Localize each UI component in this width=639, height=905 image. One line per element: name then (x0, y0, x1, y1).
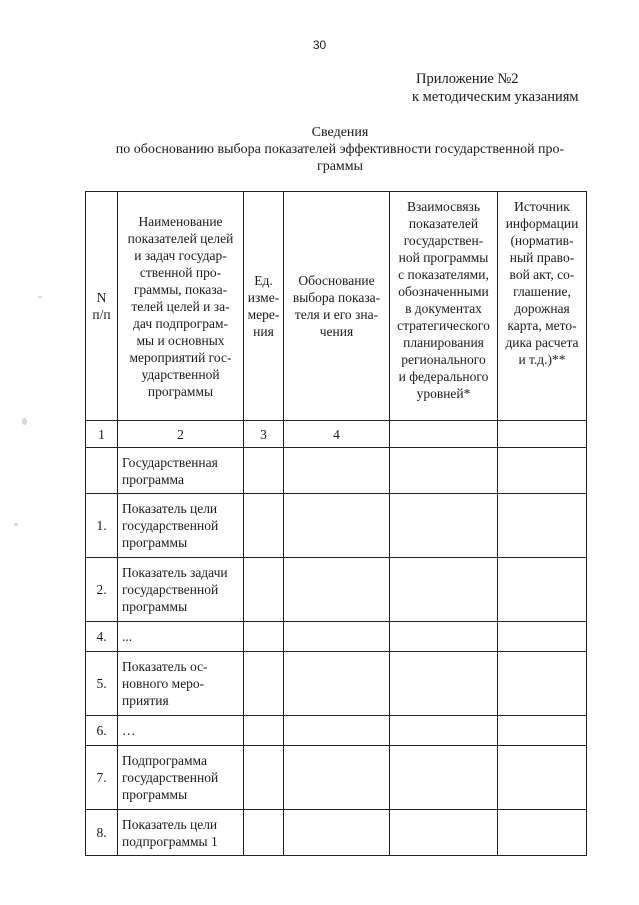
scan-mark (22, 418, 27, 425)
empty-cell (390, 810, 498, 856)
empty-cell (284, 652, 390, 716)
indicator-name-line: государственной (122, 582, 219, 597)
empty-cell (498, 448, 587, 494)
heading-line-3: граммы (316, 159, 364, 174)
appendix-line-1: Приложение №2 (416, 71, 519, 87)
row-indicator-name (118, 558, 244, 622)
empty-cell (390, 448, 498, 494)
empty-cell (284, 810, 390, 856)
appendix-label (412, 70, 579, 106)
header-text-line: уровней* (416, 386, 471, 401)
indicator-name-line: государственной (122, 518, 219, 533)
header-text-line: ния (253, 324, 274, 339)
indicator-name-line: программа (122, 471, 184, 487)
row-indicator-name (118, 716, 244, 746)
heading-line-1: Сведения (311, 125, 369, 140)
header-text-line: теля и его зна- (294, 307, 379, 322)
empty-cell (498, 810, 587, 856)
header-text-line: Источник (514, 199, 570, 214)
empty-cell (244, 746, 284, 810)
empty-cell (390, 746, 498, 810)
table-row (86, 716, 587, 746)
empty-cell (498, 494, 587, 558)
header-text-line: ный право- (509, 250, 575, 265)
empty-cell (498, 746, 587, 810)
header-text-line: Ед. (254, 273, 273, 288)
header-text-line: граммы, показа- (133, 281, 228, 297)
header-text-line: обозначенными (398, 284, 489, 299)
header-text-line: программы (147, 383, 214, 399)
header-text-line: показателей целей (127, 230, 234, 246)
document-heading (40, 124, 639, 175)
table-row (86, 652, 587, 716)
row-indicator-name (118, 622, 244, 652)
indicator-name-line: Показатель цели (122, 816, 218, 832)
row-indicator-name (118, 652, 244, 716)
header-text-line: выбора показа- (292, 290, 381, 305)
row-indicator-name (118, 494, 244, 558)
empty-cell (498, 716, 587, 746)
header-text-line: мере- (247, 307, 280, 322)
empty-cell (498, 558, 587, 622)
header-text-line: Обоснование (298, 273, 375, 288)
header-cell (118, 192, 244, 421)
table-row (86, 810, 587, 856)
empty-cell (244, 716, 284, 746)
header-text-line: Наименование (138, 213, 223, 229)
column-number: 2 (118, 421, 244, 448)
header-row (86, 192, 587, 421)
header-text-line: телей целей и за- (131, 298, 230, 314)
heading-line-2: по обоснованию выбора показателей эффективности государственной про- (115, 142, 565, 157)
row-number: 5. (86, 652, 118, 716)
header-text-line: ственной про- (139, 264, 222, 280)
header-text-line: и т.д.)** (518, 352, 566, 367)
table-row (86, 494, 587, 558)
empty-cell (284, 746, 390, 810)
table-body (86, 421, 587, 856)
indicator-name-line: новного меро- (122, 676, 205, 691)
indicator-name-line: Подпрограмма (122, 753, 207, 768)
indicator-name-line: программы (122, 599, 188, 614)
row-indicator-name (118, 448, 244, 494)
header-text-line: п/п (92, 307, 111, 322)
table-row (86, 746, 587, 810)
empty-cell (244, 494, 284, 558)
header-text-line: (норматив- (510, 233, 574, 248)
table-row (86, 558, 587, 622)
header-text-line: вой акт, со- (509, 267, 575, 282)
indicator-name-line: программы (122, 535, 188, 550)
empty-cell (284, 716, 390, 746)
indicator-name-line: государственной (122, 770, 219, 785)
header-text-line: Взаимосвязь (406, 199, 481, 214)
header-cell (86, 192, 118, 421)
header-text-line: изме- (247, 290, 280, 305)
header-text-line: ной программы (398, 250, 489, 265)
header-text-line: карта, мето- (507, 318, 577, 333)
indicator-name-line: программы (122, 787, 188, 802)
empty-cell (284, 622, 390, 652)
column-number: 4 (284, 421, 390, 448)
header-text-line: и задач государ- (134, 247, 227, 263)
column-number: 1 (86, 421, 118, 448)
header-text-line: глашение, (513, 284, 571, 299)
empty-cell (390, 716, 498, 746)
row-number: 8. (86, 810, 118, 856)
table-row (86, 448, 587, 494)
indicators-table (85, 191, 587, 856)
row-number (86, 448, 118, 494)
table-row (86, 622, 587, 652)
header-text-line: показателей (408, 216, 479, 231)
header-text-line: с показателями, (398, 267, 489, 282)
header-text-line: регионального (401, 352, 486, 367)
header-text-line: мы и основных (136, 332, 225, 348)
empty-cell (284, 494, 390, 558)
header-cell (284, 192, 390, 421)
header-text-line: в документах (405, 301, 482, 316)
header-text-line: планирования (403, 335, 484, 350)
indicator-name-line: приятия (122, 693, 169, 708)
header-text-line: стратегического (397, 318, 490, 333)
scan-mark (14, 523, 18, 526)
indicator-name-line: подпрограммы 1 (122, 833, 218, 849)
indicator-name-line: Государственная (122, 454, 218, 470)
indicator-name-line: Показатель цели (122, 501, 218, 516)
empty-cell (498, 652, 587, 716)
header-cell (498, 192, 587, 421)
row-indicator-name (118, 746, 244, 810)
empty-cell (390, 558, 498, 622)
column-number (390, 421, 498, 448)
indicator-name-line: Показатель ос- (122, 659, 208, 674)
empty-cell (244, 622, 284, 652)
header-text-line: информации (505, 216, 579, 231)
empty-cell (284, 558, 390, 622)
row-number: 1. (86, 494, 118, 558)
empty-cell (244, 558, 284, 622)
row-number: 4. (86, 622, 118, 652)
empty-cell (390, 494, 498, 558)
row-number: 2. (86, 558, 118, 622)
column-number (498, 421, 587, 448)
header-text-line: дика расчета (505, 335, 579, 350)
empty-cell (244, 652, 284, 716)
column-number: 3 (244, 421, 284, 448)
scan-mark (38, 296, 42, 298)
header-text-line: дорожная (514, 301, 570, 316)
row-indicator-name (118, 810, 244, 856)
row-number: 7. (86, 746, 118, 810)
header-text-line: чения (319, 324, 354, 339)
indicator-name-line: ... (122, 629, 133, 644)
empty-cell (244, 810, 284, 856)
header-text-line: дач подпрограм- (133, 315, 228, 331)
indicator-name-line: … (122, 723, 136, 738)
header-text-line: государствен- (403, 233, 484, 248)
header-text-line: мероприятий гос- (129, 349, 232, 365)
empty-cell (390, 652, 498, 716)
appendix-line-2: к методическим указаниям (412, 89, 579, 105)
empty-cell (390, 622, 498, 652)
header-cell (390, 192, 498, 421)
row-number: 6. (86, 716, 118, 746)
header-text-line: N (96, 290, 107, 305)
header-text-line: и федерального (398, 369, 489, 384)
empty-cell (244, 448, 284, 494)
indicator-name-line: Показатель задачи (122, 565, 228, 580)
column-number-row (86, 421, 587, 448)
header-text-line: ударственной (141, 366, 220, 382)
page-number: 30 (312, 38, 327, 52)
header-cell (244, 192, 284, 421)
empty-cell (498, 622, 587, 652)
empty-cell (284, 448, 390, 494)
